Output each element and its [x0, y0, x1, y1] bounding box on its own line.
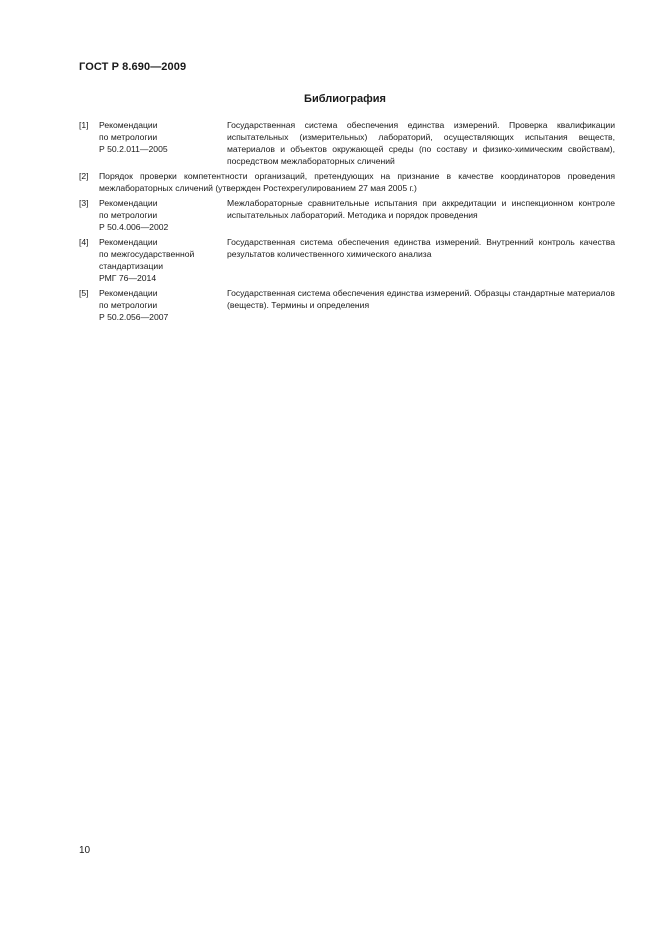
entry-source — [99, 197, 227, 233]
document-code: ГОСТ Р 8.690—2009 — [79, 61, 187, 73]
bibliography-entry-4 — [79, 236, 615, 284]
bibliography-entry-1 — [79, 119, 615, 167]
entry-description: Межлабораторные сравнительные испытания при аккредитации и инспекционном контроле испытательных лабораторий. Методика и порядок проведения — [227, 198, 615, 220]
entry-source-line: Рекомендации — [99, 288, 158, 298]
bibliography-entry-3 — [79, 197, 615, 233]
entry-source — [99, 119, 227, 155]
entry-description: Порядок проверки компетентности организаций, претендующих на признание в качестве координаторов проведения межлабораторных сличений (утвержден Ростехрегулированием 27 мая 2005 г.) — [99, 171, 615, 193]
entry-number: [2] — [79, 171, 89, 181]
entry-number: [1] — [79, 120, 89, 130]
entry-source-line: Р 50.2.011—2005 — [99, 144, 168, 154]
entry-source — [99, 236, 227, 284]
entry-source-line: Р 50.2.056—2007 — [99, 312, 169, 322]
bibliography-entry-5 — [79, 287, 615, 323]
entry-description: Государственная система обеспечения единства измерений. Проверка квалификации испытательных (измерительных) лабораторий, осуществляющих испытания веществ, материалов и объектов окружающей среды (по составу и физико-химическим свойствам), посредством межлабораторных сличений — [227, 120, 615, 166]
page-number: 10 — [79, 845, 91, 856]
entry-source-line: Рекомендации — [99, 120, 158, 130]
entry-source-line: по метрологии — [99, 300, 158, 310]
entry-number: [4] — [79, 237, 89, 247]
entry-description: Государственная система обеспечения единства измерений. Образцы стандартные материалов (веществ). Термины и определения — [227, 288, 615, 310]
entry-source-line: по межгосударственной — [99, 249, 195, 259]
section-title: Библиография — [304, 93, 386, 105]
entry-source-line: Р 50.4.006—2002 — [99, 222, 169, 232]
entry-source-line: Рекомендации — [99, 198, 158, 208]
entry-number: [5] — [79, 288, 89, 298]
entry-source-line: по метрологии — [99, 132, 158, 142]
entry-source-line: стандартизации — [99, 261, 164, 271]
entry-source — [99, 287, 227, 323]
bibliography-list — [79, 119, 615, 326]
bibliography-entry-2 — [79, 170, 615, 194]
entry-source-line: Рекомендации — [99, 237, 158, 247]
entry-source-line: по метрологии — [99, 210, 158, 220]
entry-source-line: РМГ 76—2014 — [99, 273, 157, 283]
entry-description: Государственная система обеспечения единства измерений. Внутренний контроль качества результатов количественного химического анализа — [227, 237, 615, 259]
entry-number: [3] — [79, 198, 89, 208]
